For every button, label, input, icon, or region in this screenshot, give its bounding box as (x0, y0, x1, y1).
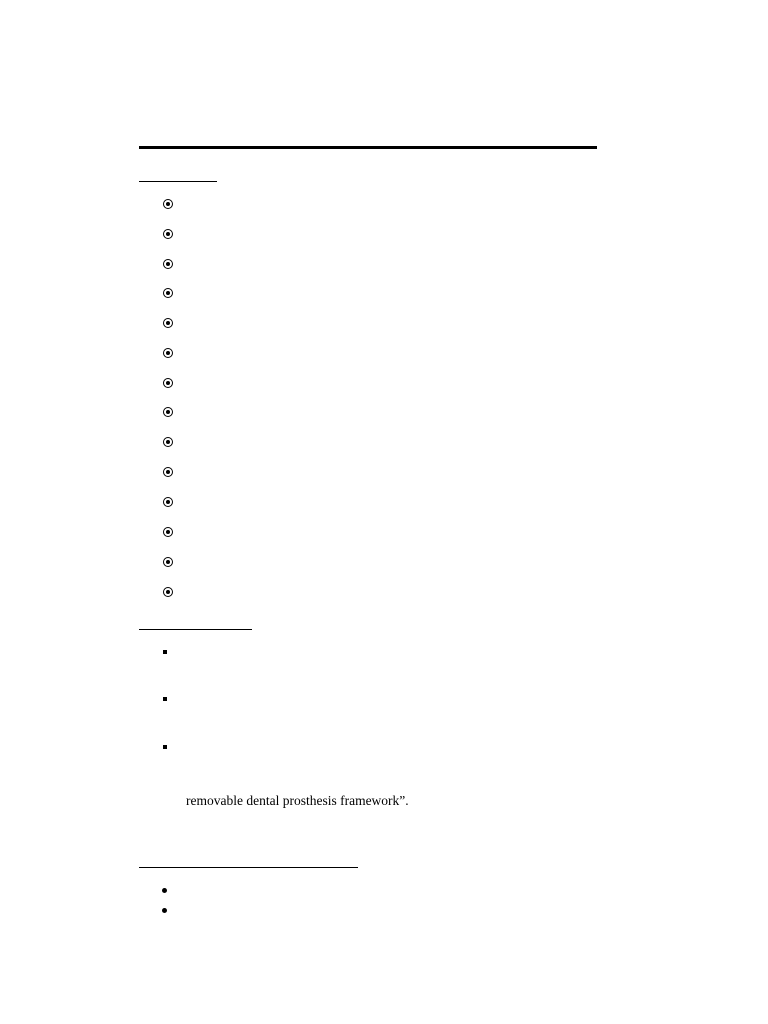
circled-dot-bullet-icon (163, 557, 173, 567)
circled-dot-bullet-icon (163, 378, 173, 388)
section-heading-underline (139, 181, 217, 182)
circled-dot-bullet-icon (163, 437, 173, 447)
section-heading-underline (139, 867, 358, 868)
square-bullet-icon (163, 745, 167, 749)
framework-text-line: removable dental prosthesis framework”. (186, 793, 409, 808)
disc-bullet-icon (162, 908, 167, 913)
section-heading-underline (139, 629, 252, 630)
title-rule (139, 146, 597, 149)
circled-dot-bullet-icon (163, 318, 173, 328)
circled-dot-bullet-icon (163, 348, 173, 358)
circled-dot-bullet-icon (163, 229, 173, 239)
circled-dot-bullet-icon (163, 467, 173, 477)
circled-dot-bullet-icon (163, 497, 173, 507)
circled-dot-bullet-icon (163, 259, 173, 269)
square-bullet-icon (163, 697, 167, 701)
circled-dot-bullet-icon (163, 288, 173, 298)
circled-dot-bullet-icon (163, 587, 173, 597)
circled-dot-bullet-icon (163, 407, 173, 417)
disc-bullet-icon (162, 888, 167, 893)
circled-dot-bullet-icon (163, 199, 173, 209)
square-bullet-icon (163, 650, 167, 654)
circled-dot-bullet-icon (163, 527, 173, 537)
